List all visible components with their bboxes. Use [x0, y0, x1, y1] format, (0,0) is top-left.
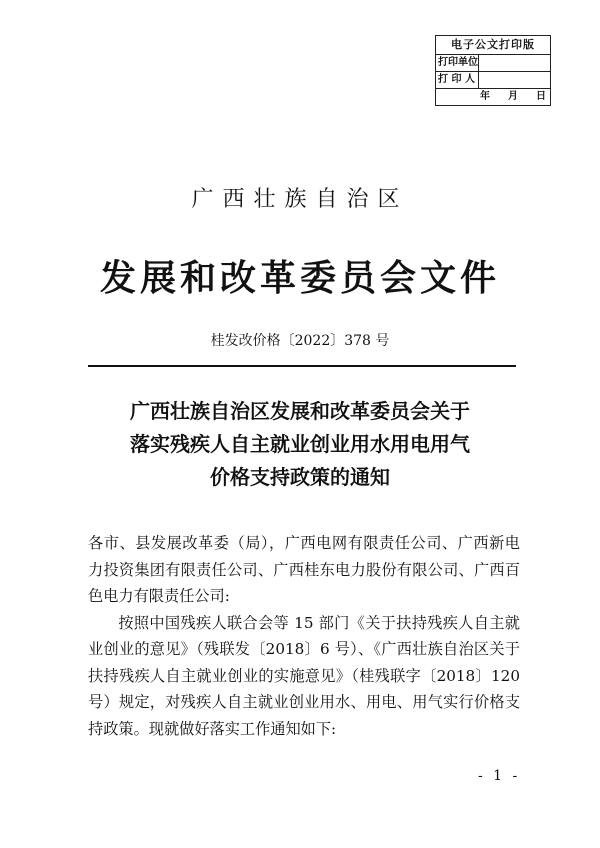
header-divider	[88, 365, 516, 367]
stamp-date-day: 日	[536, 91, 546, 102]
print-stamp-box	[435, 35, 551, 106]
title-line: 价格支持政策的通知	[210, 465, 390, 489]
document-title	[0, 395, 600, 494]
title-line: 落实残疾人自主就业创业用水用电用气	[130, 432, 470, 456]
body-paragraph: 按照中国残疾人联合会等 15 部门《关于扶持残疾人自主就业创业的意见》（残联发〔2018〕6 号）、《广西壮族自治区关于扶持残疾人自主就业创业的实施意见》（桂残联字〔2018〕120 号）规定，对残疾人自主就业创业用水、用电、用气实行价格支持政策。现就做好落实工作通知如下:	[88, 613, 520, 738]
document-number: 桂发改价格〔2022〕378 号	[210, 333, 390, 349]
stamp-unit-value	[479, 55, 550, 71]
stamp-date-row	[436, 88, 550, 105]
stamp-person-label: 打 印 人	[436, 72, 479, 88]
stamp-date-year: 年	[480, 91, 490, 102]
stamp-title: 电子公文打印版	[451, 38, 535, 51]
title-line: 广西壮族自治区发展和改革委员会关于	[130, 399, 470, 423]
stamp-person-row	[436, 71, 550, 88]
recipients-paragraph: 各市、县发展改革委（局），广西电网有限责任公司、广西新电力投资集团有限责任公司、广西桂东电力股份有限公司、广西百色电力有限责任公司:	[88, 534, 520, 605]
stamp-title-row	[436, 36, 550, 54]
stamp-date-month: 月	[508, 91, 518, 102]
issuing-org-line1: 广西壮族自治区	[191, 187, 409, 212]
issuing-org-line2: 发展和改革委员会文件	[99, 257, 500, 299]
stamp-person-value	[479, 72, 550, 88]
stamp-unit-row	[436, 54, 550, 71]
stamp-unit-label: 打印单位	[436, 55, 479, 71]
page-number: - 1 -	[478, 768, 521, 784]
document-body	[88, 530, 520, 742]
